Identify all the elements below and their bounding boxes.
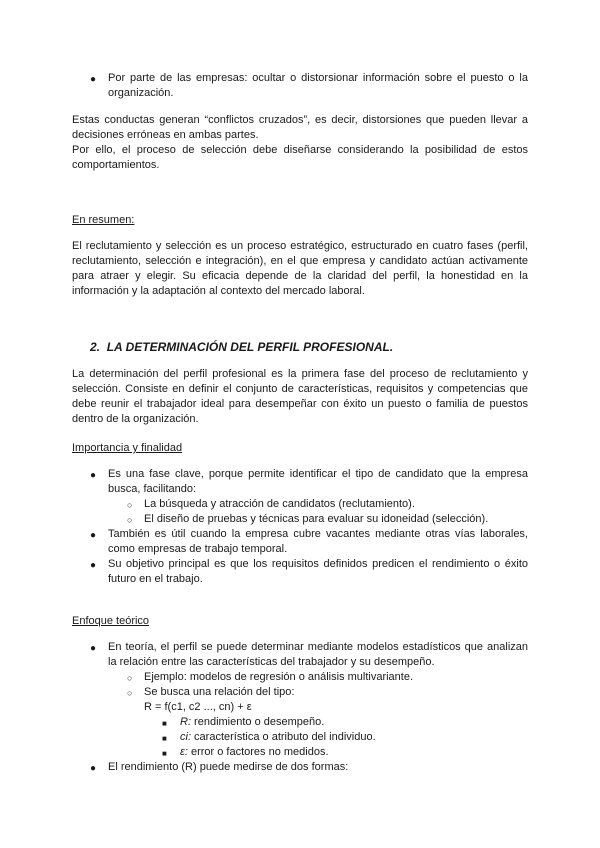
bullet-icon: ●	[90, 470, 97, 481]
section-2-number: 2.	[90, 340, 101, 354]
bullet-icon: ●	[90, 643, 97, 654]
section-2-heading	[90, 339, 530, 355]
bullet-icon: ●	[90, 763, 97, 774]
intro-bullet-text: Por parte de las empresas: ocultar o distorsionar información sobre el puesto o la organización.	[108, 72, 528, 99]
circle-bullet-icon: ○	[127, 673, 133, 683]
summary-heading: En resumen:	[72, 214, 135, 226]
circle-bullet-icon: ○	[127, 688, 133, 698]
square-bullet-icon: ■	[162, 749, 167, 758]
section-2-intro: La determinación del perfil profesional es la primera fase del proceso de reclutamiento y selección. Consiste en definir el conjunto de características, requisitos y competencias que debe reunir el trabajador ideal para desempeñar con éxito un puesto o familia de puestos dentro de la organización.	[72, 368, 528, 425]
definition-ci-term: ci:	[180, 731, 191, 743]
definition-epsilon-text: error o factores no medidos.	[187, 746, 329, 758]
definition-r-term: R:	[180, 716, 191, 728]
circle-bullet-icon: ○	[127, 500, 133, 510]
definition-epsilon	[180, 745, 528, 760]
theory-bullet-1: En teoría, el perfil se puede determinar mediante modelos estadísticos que analizan la relación entre las características del trabajador y su desempeño.	[108, 641, 528, 668]
formula: R = f(c1, c2 ..., cn) + ε	[144, 701, 252, 713]
definition-r	[180, 715, 528, 730]
theory-sub-1: Ejemplo: modelos de regresión o análisis multivariante.	[144, 671, 414, 683]
bullet-icon: ●	[90, 530, 97, 541]
importance-sub-2: El diseño de pruebas y técnicas para evaluar su idoneidad (selección).	[144, 513, 489, 525]
definition-ci-text: característica o atributo del individuo.	[191, 731, 376, 743]
square-bullet-icon: ■	[162, 734, 167, 743]
theory-sub-2: Se busca una relación del tipo:	[144, 686, 295, 698]
definition-r-text: rendimiento o desempeño.	[191, 716, 325, 728]
importance-heading: Importancia y finalidad	[72, 442, 183, 454]
section-2-title: LA DETERMINACIÓN DEL PERFIL PROFESIONAL.	[106, 340, 394, 354]
conflicts-paragraph: Estas conductas generan “conflictos cruzados”, es decir, distorsiones que pueden llevar a decisiones erróneas en ambas partes.	[72, 114, 528, 141]
theory-heading: Enfoque teórico	[72, 615, 150, 627]
circle-bullet-icon: ○	[127, 515, 133, 525]
importance-bullet-3: Su objetivo principal es que los requisitos definidos predicen el rendimiento o éxito futuro en el trabajo.	[108, 558, 528, 585]
definition-ci	[180, 730, 528, 745]
definition-epsilon-term: ε:	[180, 746, 188, 758]
theory-bullet-2: El rendimiento (R) puede medirse de dos formas:	[108, 761, 349, 773]
importance-sub-1: La búsqueda y atracción de candidatos (reclutamiento).	[144, 498, 415, 510]
design-paragraph: Por ello, el proceso de selección debe diseñarse considerando la posibilidad de estos comportamientos.	[72, 144, 528, 171]
square-bullet-icon: ■	[162, 719, 167, 728]
bullet-icon: ●	[90, 74, 97, 85]
importance-bullet-1: Es una fase clave, porque permite identificar el tipo de candidato que la empresa busca, facilitando:	[108, 468, 528, 495]
importance-bullet-2: También es útil cuando la empresa cubre vacantes mediante otras vías laborales, como empresas de trabajo temporal.	[108, 528, 528, 555]
bullet-icon: ●	[90, 560, 97, 571]
summary-paragraph: El reclutamiento y selección es un proceso estratégico, estructurado en cuatro fases (perfil, reclutamiento, selección e integración), en el que empresa y candidato actúan activamente para atraer y elegir. Su eficacia depende de la claridad del perfil, la honestidad en la información y la adaptación al contexto del mercado laboral.	[72, 240, 528, 297]
